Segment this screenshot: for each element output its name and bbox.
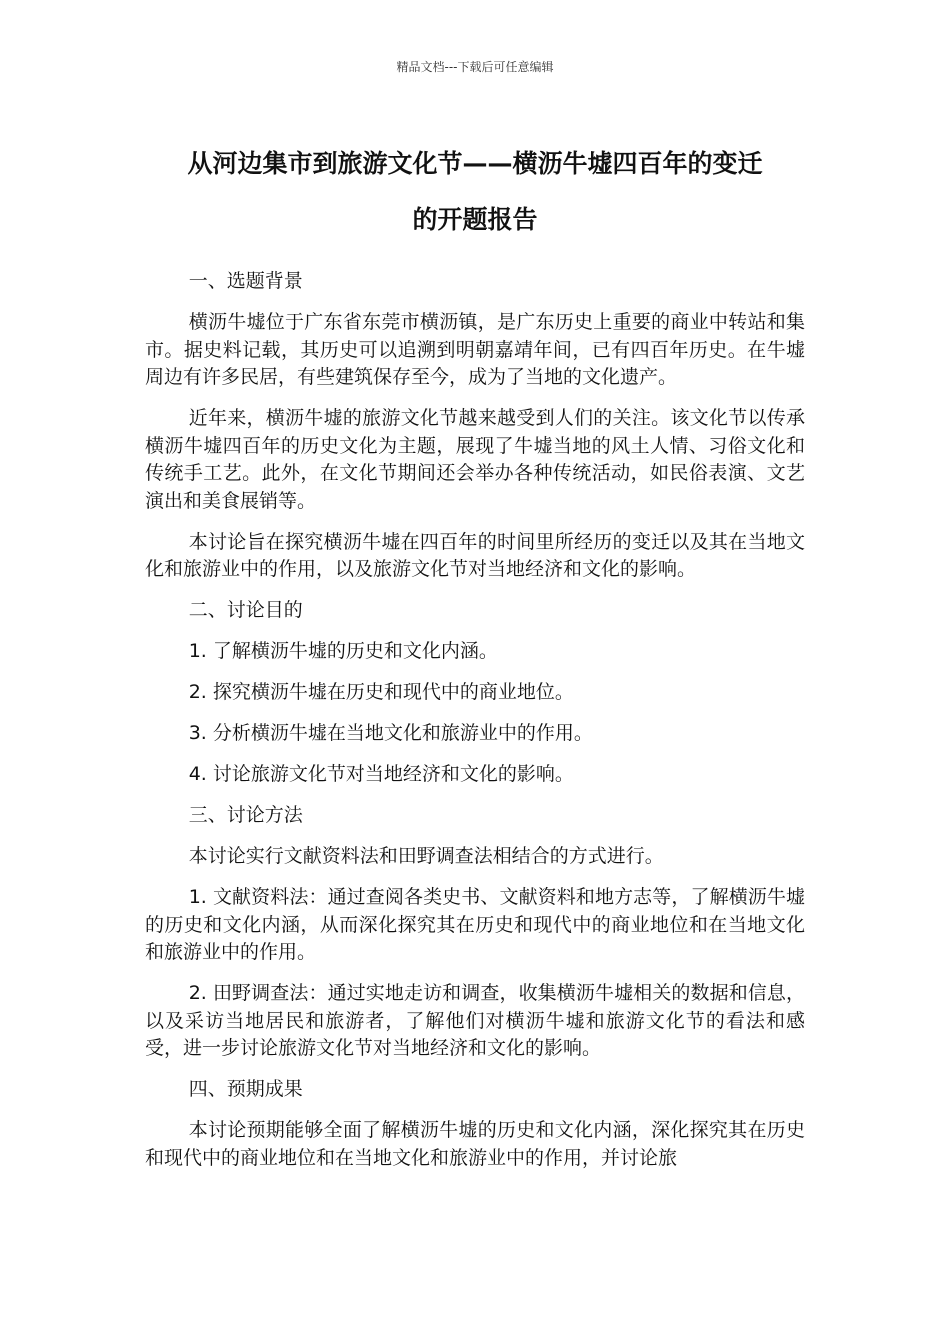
background-paragraph-2: 近年来，横沥牛墟的旅游文化节越来越受到人们的关注。该文化节以传承横沥牛墟四百年的历史文化为主题，展现了牛墟当地的风土人情、习俗文化和传统手工艺。此外，在文化节期间还会举办各种传统活动，如民俗表演、文艺演出和美食展销等。	[145, 407, 805, 512]
section-heading-background: 一、选题背景	[188, 270, 303, 292]
header-note: 精品文档---下载后可任意编辑	[396, 60, 554, 74]
results-paragraph-1: 本讨论预期能够全面了解横沥牛墟的历史和文化内涵，深化探究其在历史和现代中的商业地位和在当地文化和旅游业中的作用，并讨论旅	[145, 1119, 805, 1169]
method-item-2: 2. 田野调查法：通过实地走访和调查，收集横沥牛墟相关的数据和信息，以及采访当地居民和旅游者，了解他们对横沥牛墟和旅游文化节的看法和感受，进一步讨论旅游文化节对当地经济和文化的影响。	[145, 982, 805, 1059]
method-item-1: 1. 文献资料法：通过查阅各类史书、文献资料和地方志等，了解横沥牛墟的历史和文化内涵，从而深化探究其在历史和现代中的商业地位和在当地文化和旅游业中的作用。	[145, 886, 805, 963]
section-heading-method: 三、讨论方法	[188, 804, 303, 826]
background-paragraph-1: 横沥牛墟位于广东省东莞市横沥镇，是广东历史上重要的商业中转站和集市。据史料记载，其历史可以追溯到明朝嘉靖年间，已有四百年历史。在牛墟周边有许多民居，有些建筑保存至今，成为了当地的文化遗产。	[145, 311, 805, 388]
purpose-item-2: 2. 探究横沥牛墟在历史和现代中的商业地位。	[188, 681, 574, 703]
section-heading-purpose: 二、讨论目的	[188, 599, 303, 621]
purpose-item-3: 3. 分析横沥牛墟在当地文化和旅游业中的作用。	[188, 722, 593, 744]
title-line-2: 的开题报告	[412, 205, 538, 234]
purpose-item-4: 4. 讨论旅游文化节对当地经济和文化的影响。	[188, 763, 574, 785]
document-title	[140, 136, 810, 248]
section-heading-results: 四、预期成果	[188, 1078, 303, 1100]
purpose-item-1: 1. 了解横沥牛墟的历史和文化内涵。	[188, 640, 498, 662]
background-paragraph-3: 本讨论旨在探究横沥牛墟在四百年的时间里所经历的变迁以及其在当地文化和旅游业中的作用，以及旅游文化节对当地经济和文化的影响。	[145, 530, 805, 580]
document-body	[145, 268, 805, 1186]
title-line-1: 从河边集市到旅游文化节——横沥牛墟四百年的变迁	[187, 149, 763, 178]
method-intro: 本讨论实行文献资料法和田野调查法相结合的方式进行。	[188, 845, 664, 867]
